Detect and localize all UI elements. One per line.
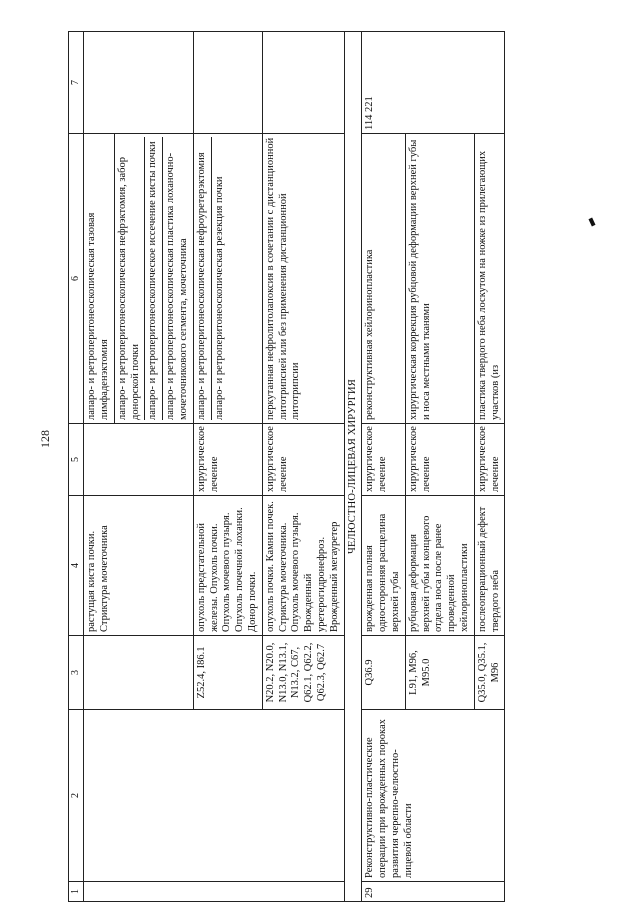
codes-cell: N20.2, N20.0, N13.0, N13.1, N13.2, C67, Q62.1, Q62.2, Q62.3, Q62.7	[262, 636, 344, 710]
diagnosis-cell: врожденная полная односторонняя расщелина верхней губы	[362, 496, 405, 636]
header-cell: 1	[69, 882, 84, 902]
row-number: 29	[362, 882, 505, 902]
header-cell: 7	[69, 32, 84, 134]
method-item: лапаро- и ретроперитонеоскопическое иссечение кисты почки	[145, 137, 163, 420]
method-cell	[114, 134, 193, 424]
section-row	[344, 32, 362, 902]
method-cell: хирургическая коррекция рубцовой деформации верхней губы и носа местными тканями	[405, 134, 474, 424]
method-cell: пластика твердого неба лоскутом на ножке из прилегающих участков (из	[474, 134, 505, 424]
amount-cell: 114 221	[362, 32, 505, 134]
diagnosis-cell: растущая киста почки. Стриктура мочеточника	[84, 496, 194, 636]
treatment-cell: хирургическое лечение	[262, 424, 344, 496]
codes-cell: Z52.4, I86.1	[193, 636, 262, 710]
method-item: лапаро- и ретроперитонеоскопическая нефрэктомия, забор донорской почки	[117, 137, 146, 420]
section-title: ЧЕЛЮСТНО-ЛИЦЕВАЯ ХИРУРГИЯ	[344, 32, 362, 902]
diagnosis-cell: рубцовая деформация верхней губы и концевого отдела носа после ранее проведенной хейлоринопластики	[405, 496, 474, 636]
codes-cell: Q36.9	[362, 636, 405, 710]
header-cell: 3	[69, 636, 84, 710]
method-cell: реконструктивная хейлоринопластика	[362, 134, 405, 424]
codes-cell: L91, M96, M95.0	[405, 636, 474, 710]
diagnosis-cell: послеоперационный дефект твердого неба	[474, 496, 505, 636]
header-cell: 5	[69, 424, 84, 496]
treatment-cell: хирургическое лечение	[405, 424, 474, 496]
table-row	[362, 32, 405, 902]
diagnosis-cell: опухоль предстательной железы. Опухоль почки. Опухоль мочевого пузыря. Опухоль почечной лоханки. Донор почки.	[193, 496, 262, 636]
page-number: 128	[38, 430, 52, 448]
treatment-cell: хирургическое лечение	[362, 424, 405, 496]
treatment-cell: хирургическое лечение	[474, 424, 505, 496]
service-name: Реконструктивно-пластические операции при врожденных пороках развития черепно-челюстно-лицевой области	[362, 710, 505, 882]
diagnosis-cell: опухоль почки. Камни почек. Стриктура мочеточника. Опухоль мочевого пузыря. Врожденный уретерогидронефроз. Врожденный мегауретер	[262, 496, 344, 636]
method-item: лапаро- и ретроперитонеоскопическая тазовая лимфаденэктомия	[86, 212, 110, 420]
method-cell: перкутанная нефролитолапоксия в сочетании с дистанционной литотрипсией или без применения дистанционной литотрипсии	[262, 134, 344, 424]
method-item: лапаро- и ретроперитонеоскопическая нефроуретерэктомия	[196, 137, 212, 420]
method-item: лапаро- и ретроперитонеоскопическая пластика лоханочно-мочеточникового сегмента, мочеточника	[165, 152, 189, 420]
header-cell: 4	[69, 496, 84, 636]
codes-cell: Q35.0, Q35.1, M96	[474, 636, 505, 710]
header-row	[69, 32, 84, 902]
rotated-table-container	[68, 32, 614, 902]
medical-services-table	[68, 31, 505, 902]
method-item: лапаро- и ретроперитонеоскопическая резекция почки	[213, 176, 225, 420]
header-cell: 2	[69, 710, 84, 882]
treatment-cell: хирургическое лечение	[193, 424, 262, 496]
method-cell	[193, 134, 262, 424]
table-row	[84, 32, 115, 902]
method-cell	[84, 134, 115, 424]
header-cell: 6	[69, 134, 84, 424]
